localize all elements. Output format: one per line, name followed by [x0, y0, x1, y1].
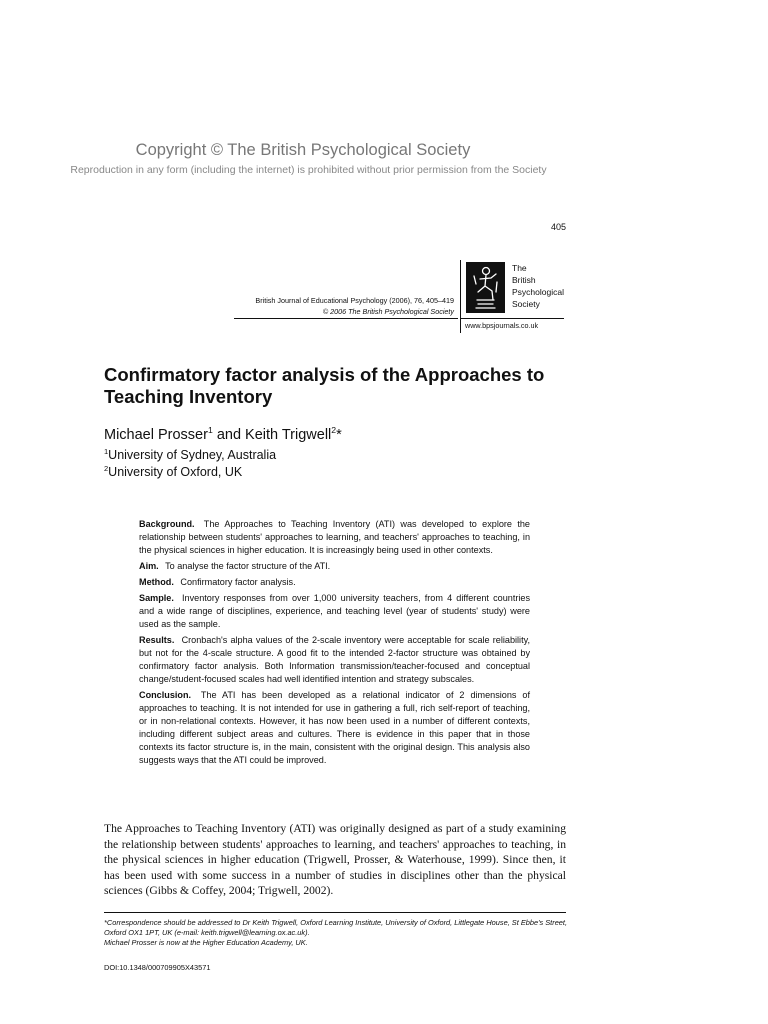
abstract-label: Results.: [139, 635, 175, 645]
affiliation: [104, 465, 242, 479]
journal-url-link[interactable]: www.bpsjournals.co.uk: [465, 321, 539, 330]
affiliation-marker: 1: [104, 446, 109, 456]
logo-divider: [460, 260, 461, 333]
reproduction-notice: Reproduction in any form (including the internet) is prohibited without prior permission from the Society: [70, 164, 547, 176]
author-name: Michael Prosser: [104, 427, 208, 443]
affiliation-marker: 2: [331, 425, 337, 436]
author-name: Keith Trigwell: [245, 427, 332, 443]
society-name-line: Society: [512, 299, 540, 309]
abstract-paragraph: [139, 560, 530, 573]
abstract-label: Sample.: [139, 593, 174, 603]
journal-rule: [234, 318, 458, 319]
affiliation: [104, 448, 276, 462]
abstract-label: Aim.: [139, 561, 159, 571]
abstract-paragraph: [139, 689, 530, 767]
article-title: Confirmatory factor analysis of the Approaches to Teaching Inventory: [104, 364, 545, 407]
abstract-text: Confirmatory factor analysis.: [180, 577, 296, 587]
journal-copyright: © 2006 The British Psychological Society: [322, 307, 454, 316]
society-name: [512, 262, 564, 310]
correspondence-note: *Correspondence should be addressed to Dr Keith Trigwell, Oxford Learning Institute, University of Oxford, Littlegate House, St Ebbe's Street, Oxford OX1 1PT, UK (e-mail: keith.trigwell@learning.ox.ac.uk).: [104, 918, 568, 937]
abstract-paragraph: [139, 592, 530, 631]
abstract-paragraph: [139, 634, 530, 686]
abstract-text: To analyse the factor structure of the ATI.: [165, 561, 331, 571]
footnote: [104, 918, 574, 948]
abstract: [139, 518, 530, 770]
society-name-line: Psychological: [512, 287, 564, 297]
abstract-text: Inventory responses from over 1,000 university teachers, from 4 different countries and a wide range of disciplines, experience, and teaching level (year of students' study) were used as the sample.: [139, 593, 530, 629]
intro-paragraph: The Approaches to Teaching Inventory (ATI) was originally designed as part of a study examining the relationship between students' approaches to learning, and teachers' approaches to teaching, in the physical sciences in higher education (Trigwell, Prosser, & Waterhouse, 1999). Since then, it has been used with some success in a number of studies in disciplines other than the physical sciences (Gibbs & Coffey, 2004; Trigwell, 2002).: [104, 822, 566, 898]
affiliation-marker: 1: [207, 425, 213, 436]
doi: DOI:10.1348/000709905X43571: [104, 963, 211, 972]
abstract-paragraph: [139, 576, 530, 589]
affiliation-text: University of Oxford, UK: [108, 465, 243, 479]
abstract-label: Method.: [139, 577, 174, 587]
affiliation-text: University of Sydney, Australia: [108, 448, 277, 462]
abstract-text: Cronbach's alpha values of the 2-scale inventory were acceptable for scale reliability, but not for the 4-scale structure. A good fit to the intended 2-factor structure was obtained by confirmatory factor analysis. Both Information transmission/teacher-focused and conceptual change/student-focused scales had well identified intention and strategy subscales.: [139, 635, 530, 684]
copyright-notice: Copyright © The British Psychological Society: [135, 141, 471, 159]
journal-citation: British Journal of Educational Psychology (2006), 76, 405–419: [255, 296, 454, 305]
abstract-paragraph: [139, 518, 530, 557]
author-separator: and: [212, 427, 246, 443]
journal-citation-block: [200, 295, 454, 317]
correspondence-marker: *: [336, 427, 342, 443]
abstract-text: The Approaches to Teaching Inventory (ATI) was developed to explore the relationship between students' approaches to learning, and teachers' approaches to teaching, in the physical sciences in higher education. It is increasingly being used in other contexts.: [139, 519, 530, 555]
affiliation-marker: 2: [104, 463, 109, 473]
abstract-label: Background.: [139, 519, 195, 529]
url-rule: [460, 318, 564, 319]
abstract-label: Conclusion.: [139, 690, 192, 700]
author-list: [104, 427, 342, 443]
footnote-rule: [104, 912, 566, 913]
author-note: Michael Prosser is now at the Higher Education Academy, UK.: [104, 938, 308, 947]
abstract-text: The ATI has been developed as a relational indicator of 2 dimensions of approaches to teaching. It is not intended for use in gathering a full, rich self-report of teaching, or in non-relational contexts. However, it has now been used in a number of different contexts, including different subject areas and cultures. There is evidence in this paper that in those contexts its factor structure is, in the main, consistent with the original design. This analysis also suggests ways that the ATI could be improved.: [139, 690, 530, 765]
society-name-line: British: [512, 275, 536, 285]
page-number: 405: [550, 222, 566, 232]
bps-logo-icon: [466, 262, 505, 313]
society-name-line: The: [512, 263, 527, 273]
